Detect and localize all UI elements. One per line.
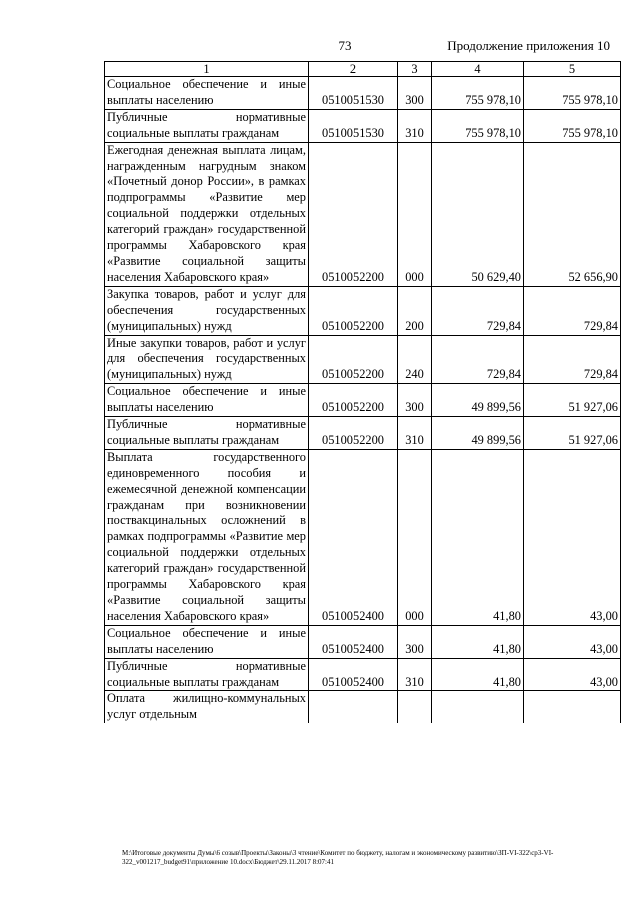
row-description: Оплата жилищно-коммунальных услуг отдельным: [105, 691, 309, 723]
row-expense-type: 310: [398, 417, 432, 450]
row-description: Социальное обеспечение и иные выплаты населению: [105, 77, 309, 110]
file-path-footer: M:\Итоговые документы Думы\6 созыв\Проекты\Законы\3 чтение\Комитет по бюджету, налогам и экономическому развитию\ЗП-VI-322\ср3-VI-322_v001217_budget91\приложение 10.docx\Бюджет\29.11.2017 8:07:41: [122, 849, 554, 866]
row-amount-year1: 41,80: [432, 449, 524, 625]
row-target-code: 0510052400: [309, 625, 398, 658]
row-amount-year2: 755 978,10: [524, 77, 621, 110]
row-target-code: 0510052200: [309, 142, 398, 286]
row-expense-type: 000: [398, 142, 432, 286]
row-description: Социальное обеспечение и иные выплаты населению: [105, 625, 309, 658]
table-row: [105, 449, 621, 625]
row-amount-year2: 43,00: [524, 449, 621, 625]
column-header: 3: [398, 62, 432, 77]
row-amount-year2: 729,84: [524, 335, 621, 384]
row-description: Закупка товаров, работ и услуг для обеспечения государственных (муниципальных) нужд: [105, 286, 309, 335]
row-amount-year2: 43,00: [524, 658, 621, 691]
table-row: [105, 658, 621, 691]
row-amount-year1: 49 899,56: [432, 384, 524, 417]
table-row: [105, 109, 621, 142]
row-amount-year2: 52 656,90: [524, 142, 621, 286]
row-description: Ежегодная денежная выплата лицам, награжденным нагрудным знаком «Почетный донор России», в рамках подпрограммы «Развитие мер социальной поддержки отдельных категорий граждан» государственной программы Хабаровского края «Развитие социальной защиты населения Хабаровского края»: [105, 142, 309, 286]
budget-table: [104, 61, 621, 723]
row-target-code: 0510052200: [309, 417, 398, 450]
row-amount-year2: 729,84: [524, 286, 621, 335]
table-row: [105, 417, 621, 450]
row-amount-year2: 755 978,10: [524, 109, 621, 142]
table-row: [105, 142, 621, 286]
row-amount-year2: 43,00: [524, 625, 621, 658]
row-expense-type: 240: [398, 335, 432, 384]
row-target-code: [309, 691, 398, 723]
row-expense-type: [398, 691, 432, 723]
row-amount-year1: 755 978,10: [432, 77, 524, 110]
row-description: Иные закупки товаров, работ и услуг для обеспечения государственных (муниципальных) нужд: [105, 335, 309, 384]
page-number: 73: [338, 38, 352, 53]
row-expense-type: 310: [398, 109, 432, 142]
table-row: [105, 384, 621, 417]
table-header-row: [105, 62, 621, 77]
row-amount-year1: 729,84: [432, 335, 524, 384]
row-expense-type: 300: [398, 625, 432, 658]
row-expense-type: 300: [398, 384, 432, 417]
row-expense-type: 200: [398, 286, 432, 335]
row-target-code: 0510052200: [309, 335, 398, 384]
row-amount-year1: 729,84: [432, 286, 524, 335]
table-row: [105, 625, 621, 658]
table-row: [105, 77, 621, 110]
row-amount-year2: [524, 691, 621, 723]
row-amount-year2: 51 927,06: [524, 384, 621, 417]
row-amount-year1: 49 899,56: [432, 417, 524, 450]
table-row: [105, 335, 621, 384]
row-target-code: 0510051530: [309, 109, 398, 142]
row-amount-year1: 41,80: [432, 625, 524, 658]
row-description: Публичные нормативные социальные выплаты гражданам: [105, 109, 309, 142]
row-target-code: 0510052200: [309, 286, 398, 335]
row-amount-year1: 50 629,40: [432, 142, 524, 286]
row-expense-type: 300: [398, 77, 432, 110]
row-target-code: 0510052400: [309, 449, 398, 625]
column-header: 4: [432, 62, 524, 77]
row-target-code: 0510052400: [309, 658, 398, 691]
row-description: Публичные нормативные социальные выплаты гражданам: [105, 417, 309, 450]
column-header: 5: [524, 62, 621, 77]
row-expense-type: 310: [398, 658, 432, 691]
row-amount-year1: [432, 691, 524, 723]
row-target-code: 0510051530: [309, 77, 398, 110]
table-row: [105, 286, 621, 335]
row-amount-year2: 51 927,06: [524, 417, 621, 450]
column-header: 1: [105, 62, 309, 77]
row-expense-type: 000: [398, 449, 432, 625]
table-row: [105, 691, 621, 723]
row-description: Выплата государственного единовременного пособия и ежемесячной денежной компенсации гражданам при возникновении поствакцинальных осложнений в рамках подпрограммы «Развитие мер социальной поддержки отдельных категорий граждан» государственной программы Хабаровского края «Развитие социальной защиты населения Хабаровского края»: [105, 449, 309, 625]
row-description: Социальное обеспечение и иные выплаты населению: [105, 384, 309, 417]
column-header: 2: [309, 62, 398, 77]
row-target-code: 0510052200: [309, 384, 398, 417]
row-amount-year1: 41,80: [432, 658, 524, 691]
row-amount-year1: 755 978,10: [432, 109, 524, 142]
row-description: Публичные нормативные социальные выплаты гражданам: [105, 658, 309, 691]
appendix-title: Продолжение приложения 10: [447, 38, 610, 53]
